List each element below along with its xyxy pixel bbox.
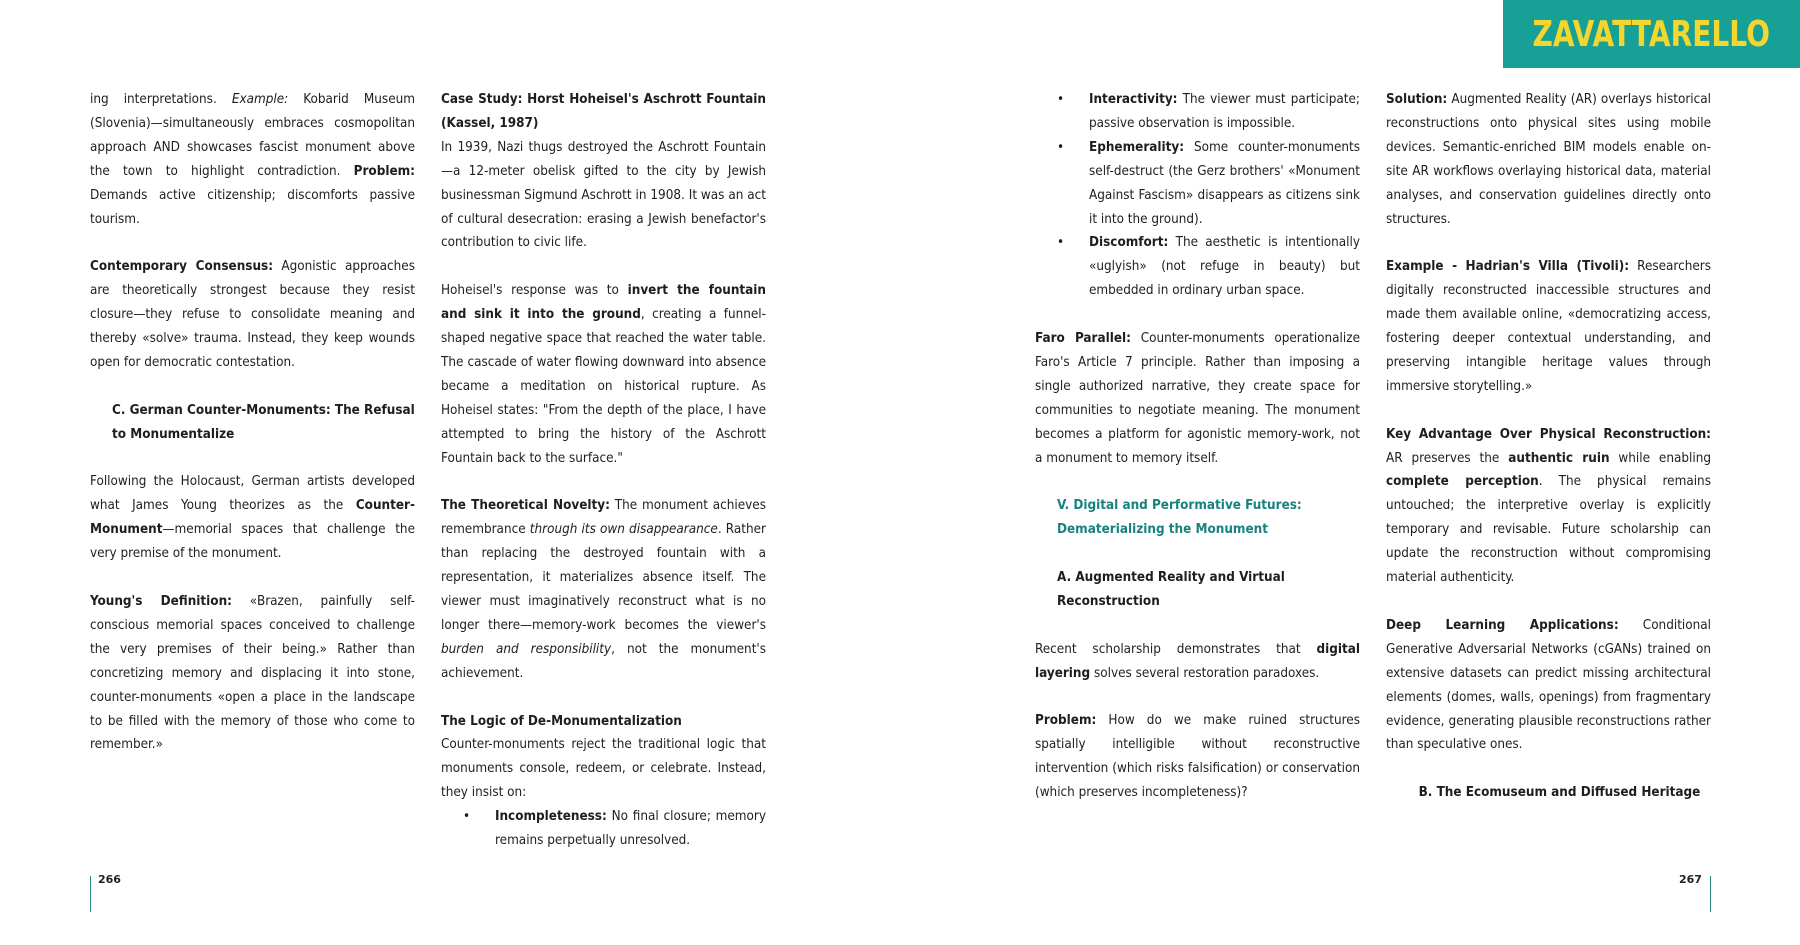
section-heading-v: V. Digital and Performative Futures: Dematerializing the Monument [1057, 498, 1302, 538]
paragraph: ing interpretations. Example: Kobarid Museum (Slovenia)—simultaneously embraces cosmopolitan approach AND showcases fascist monument above the town to highlight contradiction. Problem: Demands active citizenship; discomforts passive tourism. [90, 92, 415, 227]
page-marker-line [1710, 876, 1711, 912]
list-item: • Discomfort: The aesthetic is intentionally «uglyish» (not refuge in beauty) but embedded in ordinary urban space. [1035, 231, 1360, 303]
paragraph: Counter-monuments reject the traditional logic that monuments console, redeem, or celebrate. Instead, they insist on: [441, 737, 766, 801]
section-heading-a: A. Augmented Reality and Virtual Reconstruction [1057, 570, 1285, 609]
page-number-left: 266 [98, 873, 121, 886]
brand-title: ZAVATTARELLO [1532, 13, 1771, 55]
bullet-list [441, 805, 766, 853]
paragraph-young-definition: Young's Definition: «Brazen, painfully self-conscious memorial spaces conceived to challenge the very premises of their being.» Rather than concretizing memory and displacing it into stone, counter-monuments «open a place in the landscape to be filled with the memory of those who come to remember.» [90, 593, 415, 753]
paragraph-theoretical-novelty: The Theoretical Novelty: The monument achieves remembrance through its own disappearance. Rather than replacing the destroyed fountain with a representation, it materializes absence itself. The viewer must imaginatively reconstruct what is no longer there—memory-work becomes the viewer's burden and responsibility, not the monument's achievement. [441, 498, 766, 681]
paragraph-contemporary-consensus: Contemporary Consensus: Agonistic approaches are theoretically strongest because they resist closure—they refuse to consolidate meaning and thereby «solve» trauma. Instead, they keep wounds open for democratic contestation. [90, 259, 415, 370]
paragraph-problem: Problem: How do we make ruined structures spatially intelligible without reconstructive intervention (which risks falsification) or conservation (which preserves incompleteness)? [1035, 713, 1360, 801]
list-item: • Interactivity: The viewer must participate; passive observation is impossible. [1035, 88, 1360, 136]
list-item: • Ephemerality: Some counter-monuments self-destruct (the Gerz brothers' «Monument Against Fascism» disappears as citizens sink it into the ground). [1035, 136, 1360, 232]
paragraph-solution: Solution: Augmented Reality (AR) overlays historical reconstructions onto physical sites using mobile devices. Semantic-enriched BIM models enable on-site AR workflows overlaying historical data, material analyses, and conservation guidelines directly onto structures. [1386, 92, 1711, 227]
list-item: • Incompleteness: No final closure; memory remains perpetually unresolved. [441, 805, 766, 853]
paragraph-example: Example - Hadrian's Villa (Tivoli): Researchers digitally reconstructed inaccessible structures and made them available online, «democratizing access, fostering deeper contextual understanding, and preserving intangible heritage values through immersive storytelling.» [1386, 259, 1711, 394]
subheading-logic: The Logic of De-Monumentalization [441, 713, 682, 729]
section-heading-c: C. German Counter-Monuments: The Refusal to Monumentalize [112, 402, 415, 442]
left-page-column-2 [441, 88, 766, 853]
paragraph: Recent scholarship demonstrates that digital layering solves several restoration paradoxes. [1035, 641, 1360, 681]
paragraph-key-advantage: Key Advantage Over Physical Reconstruction: AR preserves the authentic ruin while enabling complete perception. The physical remains untouched; the interpretive overlay is explicitly temporary and revisable. Future scholarship can update the reconstruction without compromising material authenticity. [1386, 426, 1711, 586]
paragraph-faro-parallel: Faro Parallel: Counter-monuments operationalize Faro's Article 7 principle. Rather than imposing a single authorized narrative, they create space for communities to negotiate meaning. The monument becomes a platform for agonistic memory-work, not a monument to memory itself. [1035, 331, 1360, 466]
paragraph: Hoheisel's response was to invert the fountain and sink it into the ground, creating a funnel-shaped negative space that reached the water table. The cascade of water flowing downward into absence became a meditation on historical rupture. As Hoheisel states: "From the depth of the place, I have attempted to bring the history of the Aschrott Fountain back to the surface." [441, 283, 767, 466]
right-page-column-1 [1035, 88, 1360, 829]
bullet-list [1035, 88, 1360, 303]
paragraph: Following the Holocaust, German artists developed what James Young theorizes as the Counter-Monument—memorial spaces that challenge the very premise of the monument. [90, 474, 415, 562]
brand-banner [1503, 0, 1800, 68]
section-heading-b: B. The Ecomuseum and Diffused Heritage [1418, 785, 1701, 801]
page-number-right: 267 [1679, 873, 1702, 886]
paragraph: In 1939, Nazi thugs destroyed the Aschrott Fountain—a 12-meter obelisk gifted to the city by Jewish businessman Sigmund Aschrott in 1908. It was an act of cultural desecration: erasing a Jewish benefactor's contribution to civic life. [441, 139, 766, 251]
paragraph-deep-learning: Deep Learning Applications: Conditional Generative Adversarial Networks (cGANs) trained on extensive datasets can predict missing architectural elements (domes, walls, openings) from fragmentary evidence, generating plausible reconstructions rather than speculative ones. [1386, 617, 1711, 753]
case-study-heading: Case Study: Horst Hoheisel's Aschrott Fountain (Kassel, 1987) [441, 92, 766, 131]
right-page-column-2 [1386, 88, 1711, 829]
left-page-column-1 [90, 88, 415, 781]
page-marker-line [90, 876, 91, 912]
